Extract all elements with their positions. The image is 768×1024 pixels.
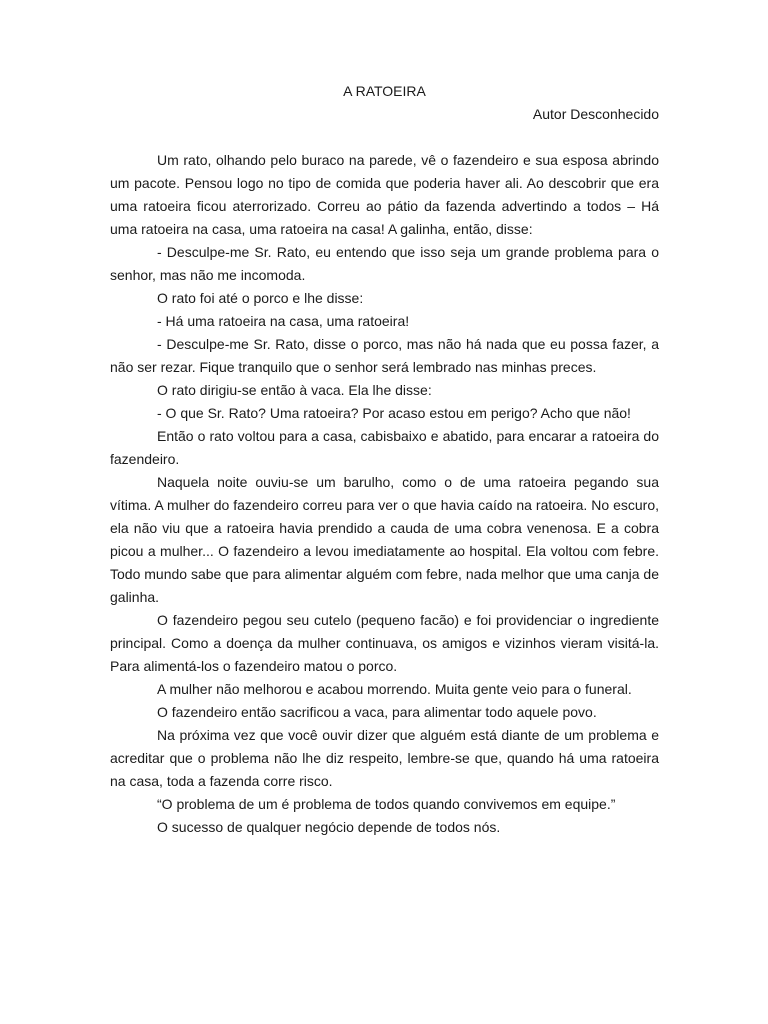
document-author: Autor Desconhecido — [532, 106, 659, 122]
paragraph: O fazendeiro pegou seu cutelo (pequeno facão) e foi providenciar o ingrediente principal. Como a doença da mulher continuava, os amigos e vizinhos vieram visitá-la. Para alimentá-los o fazendeiro matou o porco. — [110, 612, 659, 674]
document-body — [110, 149, 659, 839]
paragraph: O fazendeiro então sacrificou a vaca, para alimentar todo aquele povo. — [157, 704, 597, 720]
paragraph: O sucesso de qualquer negócio depende de todos nós. — [157, 819, 501, 835]
paragraph: - Desculpe-me Sr. Rato, eu entendo que isso seja um grande problema para o senhor, mas não me incomoda. — [110, 244, 659, 283]
paragraph: A mulher não melhorou e acabou morrendo. Muita gente veio para o funeral. — [157, 681, 632, 697]
document-title: A RATOEIRA — [343, 83, 426, 99]
paragraph: - Há uma ratoeira na casa, uma ratoeira! — [157, 313, 410, 329]
paragraph: - Desculpe-me Sr. Rato, disse o porco, mas não há nada que eu possa fazer, a não ser rezar. Fique tranquilo que o senhor será lembrado nas minhas preces. — [110, 336, 659, 375]
paragraph: - O que Sr. Rato? Uma ratoeira? Por acaso estou em perigo? Acho que não! — [157, 405, 631, 421]
paragraph: O rato dirigiu-se então à vaca. Ela lhe disse: — [157, 382, 432, 398]
paragraph: “O problema de um é problema de todos quando convivemos em equipe.” — [157, 796, 616, 812]
paragraph: Então o rato voltou para a casa, cabisbaixo e abatido, para encarar a ratoeira do fazendeiro. — [110, 428, 659, 467]
document-page — [110, 80, 659, 839]
paragraph: Naquela noite ouviu-se um barulho, como o de uma ratoeira pegando sua vítima. A mulher do fazendeiro correu para ver o que havia caído na ratoeira. No escuro, ela não viu que a ratoeira havia prendido a cauda de uma cobra venenosa. E a cobra picou a mulher... O fazendeiro a levou imediatamente ao hospital. Ela voltou com febre. Todo mundo sabe que para alimentar alguém com febre, nada melhor que uma canja de galinha. — [110, 474, 659, 605]
paragraph: Um rato, olhando pelo buraco na parede, vê o fazendeiro e sua esposa abrindo um pacote. Pensou logo no tipo de comida que poderia haver ali. Ao descobrir que era uma ratoeira ficou aterrorizado. Correu ao pátio da fazenda advertindo a todos – Há uma ratoeira na casa, uma ratoeira na casa! A galinha, então, disse: — [110, 152, 659, 237]
paragraph: O rato foi até o porco e lhe disse: — [157, 290, 364, 306]
paragraph: Na próxima vez que você ouvir dizer que alguém está diante de um problema e acreditar que o problema não lhe diz respeito, lembre-se que, quando há uma ratoeira na casa, toda a fazenda corre risco. — [110, 727, 659, 789]
